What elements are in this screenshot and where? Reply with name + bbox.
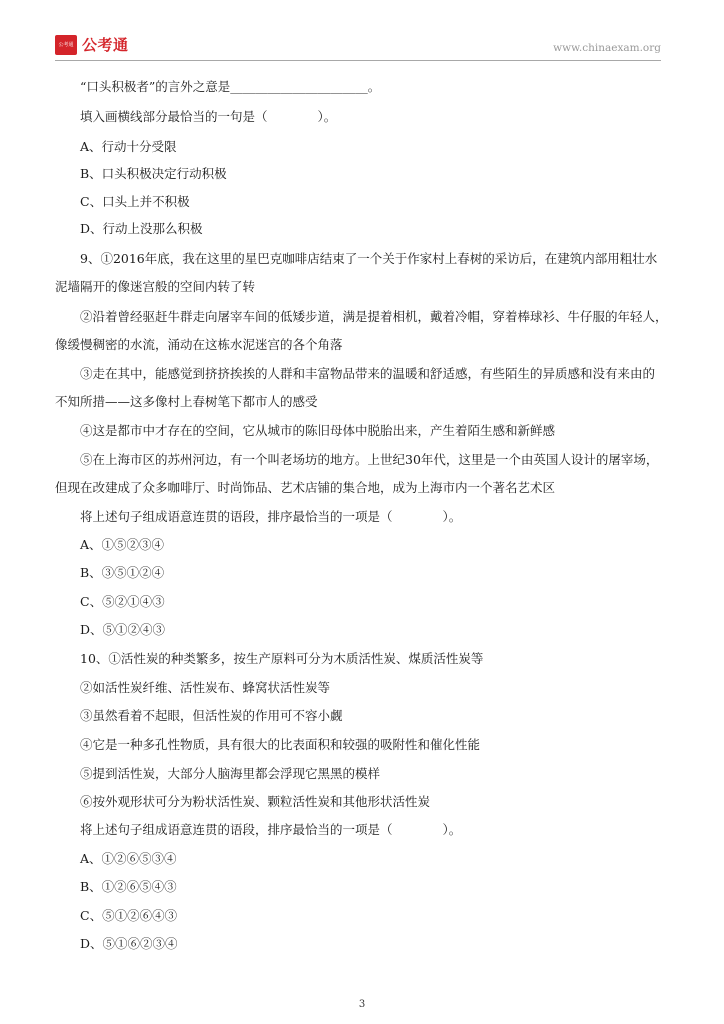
q9-sentence-4: ④这是都市中才存在的空间，它从城市的陈旧母体中脱胎出来，产生着陌生感和新鲜感 xyxy=(80,423,556,438)
page-number: 3 xyxy=(358,999,366,1010)
q10-sentence-1: 10、①活性炭的种类繁多，按生产原料可分为木质活性炭、煤质活性炭等 xyxy=(80,651,484,666)
brand-logo xyxy=(55,34,129,55)
q10-option-a: A、①②⑥⑤③④ xyxy=(80,851,177,866)
q8-prompt: 填入画横线部分最恰当的一句是（ ）。 xyxy=(80,109,337,124)
q9-sentence-5-line-2: 但现在改建成了众多咖啡厅、时尚饰品、艺术店铺的集合地，成为上海市内一个著名艺术区 xyxy=(55,480,556,495)
q10-option-b: B、①②⑥⑤④③ xyxy=(80,879,177,894)
q8-option-d: D、行动上没那么积极 xyxy=(80,221,203,236)
q9-option-a: A、①⑤②③④ xyxy=(80,537,165,552)
q9-sentence-1-line-2: 泥墙隔开的像迷宫般的空间内转了转 xyxy=(55,279,256,294)
q10-sentence-4: ④它是一种多孔性物质，具有很大的比表面积和较强的吸附性和催化性能 xyxy=(80,737,481,752)
header-divider xyxy=(55,60,661,61)
logo-badge-icon: 公考通 xyxy=(55,35,77,55)
logo-text: 公考通 xyxy=(82,36,129,54)
q10-prompt: 将上述句子组成语意连贯的语段，排序最恰当的一项是（ ）。 xyxy=(80,822,462,837)
page-header xyxy=(55,32,661,60)
q9-option-c: C、⑤②①④③ xyxy=(80,594,165,609)
site-url: www.chinaexam.org xyxy=(553,42,661,54)
q10-option-d: D、⑤①⑥②③④ xyxy=(80,936,178,951)
q8-option-b: B、口头积极决定行动积极 xyxy=(80,166,227,181)
q9-sentence-2-line-1: ②沿着曾经驱赶牛群走向屠宰车间的低矮步道，满是提着相机，戴着冷帽，穿着棒球衫、牛仔服的年轻人， xyxy=(80,309,668,324)
q9-prompt: 将上述句子组成语意连贯的语段，排序最恰当的一项是（ ）。 xyxy=(80,509,462,524)
q9-sentence-1-line-1: 9、①2016年底，我在这里的星巴克咖啡店结束了一个关于作家村上春树的采访后，在建筑内部用粗壮水 xyxy=(80,251,658,266)
q9-sentence-5-line-1: ⑤在上海市区的苏州河边，有一个叫老场坊的地方。上世纪30年代，这里是一个由英国人设计的屠宰场， xyxy=(80,452,659,467)
q10-option-c: C、⑤①②⑥④③ xyxy=(80,908,178,923)
q10-sentence-3: ③虽然看着不起眼，但活性炭的作用可不容小觑 xyxy=(80,708,343,723)
q9-option-d: D、⑤①②④③ xyxy=(80,622,166,637)
q10-sentence-2: ②如活性炭纤维、活性炭布、蜂窝状活性炭等 xyxy=(80,680,331,695)
q9-option-b: B、③⑤①②④ xyxy=(80,565,165,580)
q10-sentence-6: ⑥按外观形状可分为粉状活性炭、颗粒活性炭和其他形状活性炭 xyxy=(80,794,431,809)
q8-option-a: A、行动十分受限 xyxy=(80,139,177,154)
q10-sentence-5: ⑤提到活性炭，大部分人脑海里都会浮现它黑黑的模样 xyxy=(80,766,381,781)
q8-option-c: C、口头上并不积极 xyxy=(80,194,190,209)
q8-lead: “口头积极者”的言外之意是______________________。 xyxy=(80,79,381,94)
q9-sentence-3-line-1: ③走在其中，能感觉到挤挤挨挨的人群和丰富物品带来的温暖和舒适感，有些陌生的异质感和没有来由的 xyxy=(80,366,656,381)
q9-sentence-3-line-2: 不知所措——这多像村上春树笔下都市人的感受 xyxy=(55,394,318,409)
q9-sentence-2-line-2: 像缓慢稠密的水流，涌动在这栋水泥迷宫的各个角落 xyxy=(55,337,343,352)
